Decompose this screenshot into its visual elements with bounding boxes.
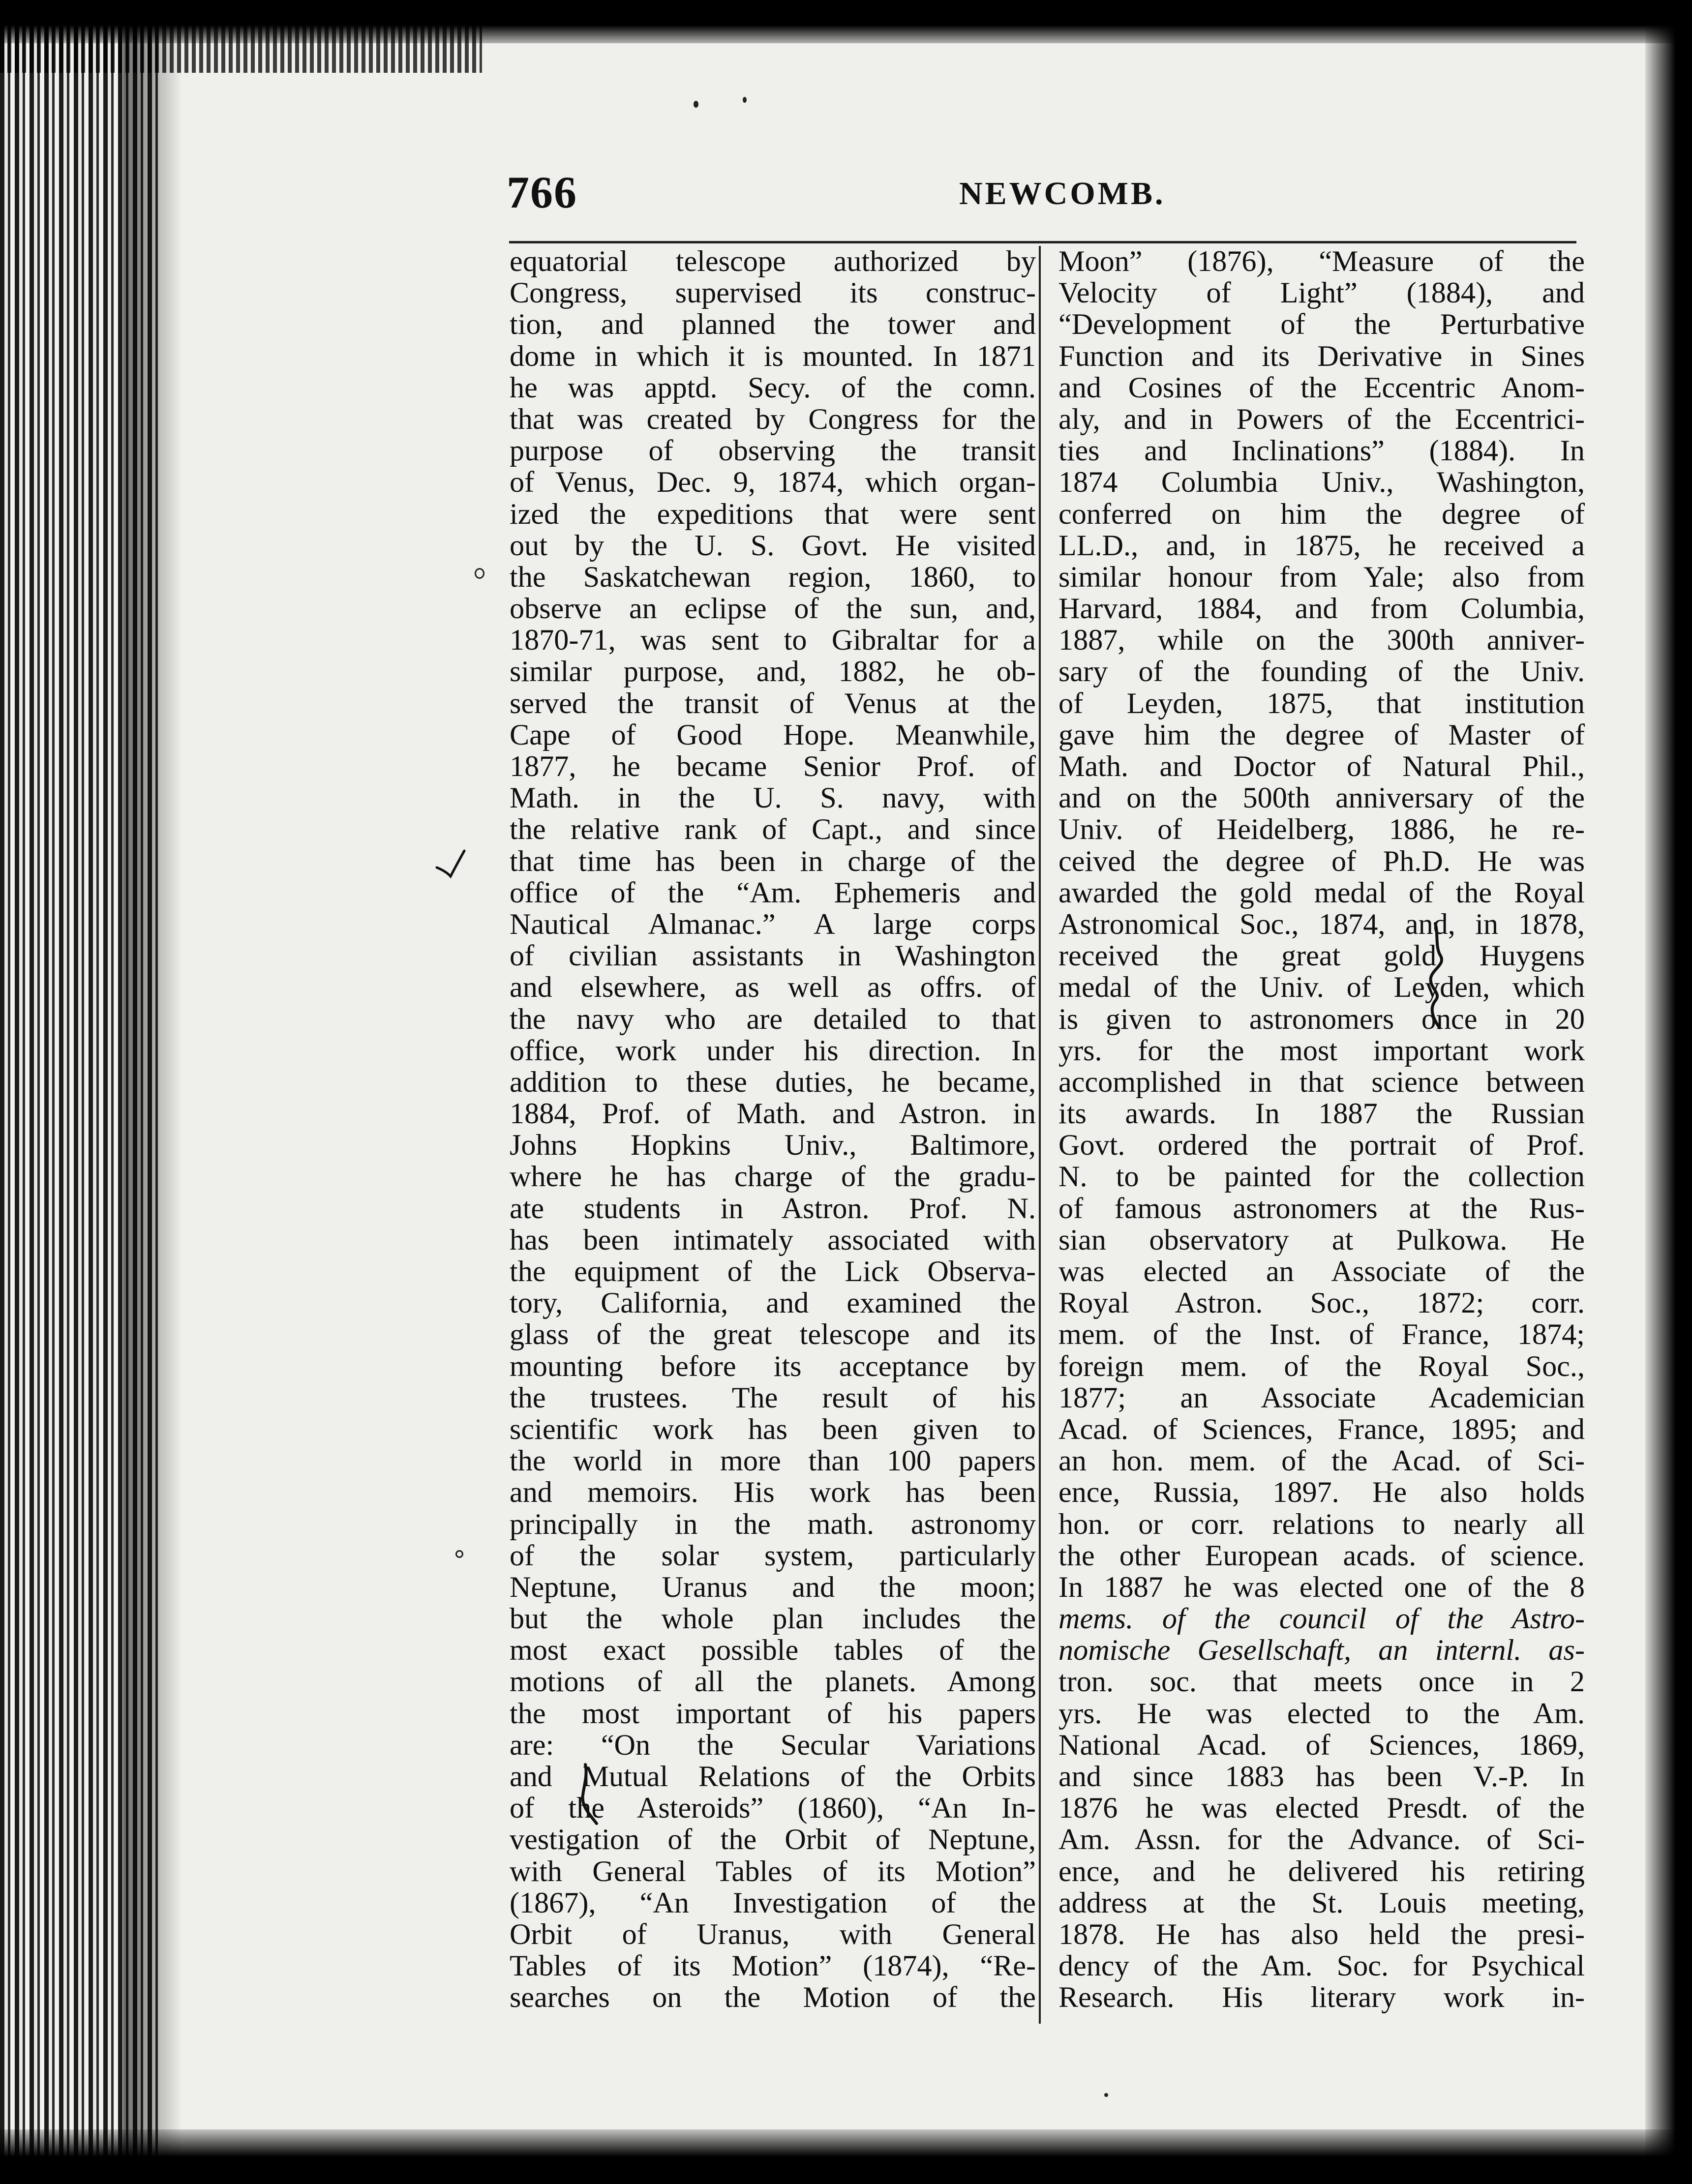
text-line: Acad. of Sciences, France, 1895; and (1058, 1412, 1585, 1446)
text-line: is given to astronomers once in 20 (1058, 1002, 1585, 1036)
text-line: accomplished in that science between (1058, 1065, 1585, 1099)
text-line: the other European acads. of science. (1058, 1539, 1585, 1572)
text-line: awarded the gold medal of the Royal (1058, 876, 1585, 909)
text-line: Astronomical Soc., 1874, and, in 1878, (1058, 907, 1585, 941)
text-line: dency of the Am. Soc. for Psychical (1058, 1949, 1585, 1983)
text-line: has been intimately associated with (510, 1223, 1036, 1257)
text-line: tron. soc. that meets once in 2 (1058, 1665, 1585, 1699)
text-line: are: “On the Secular Variations (510, 1728, 1036, 1762)
text-line: Orbit of Uranus, with General (510, 1917, 1036, 1951)
text-line: ized the expeditions that were sent (510, 497, 1036, 531)
text-line: 1887, while on the 300th anniver- (1058, 624, 1585, 657)
running-title: NEWCOMB. (959, 176, 1166, 211)
text-line: Math. in the U. S. navy, with (510, 781, 1036, 815)
top-scan-shadow (0, 0, 1692, 43)
text-line: N. to be painted for the collection (1058, 1160, 1585, 1194)
scan-speck (1104, 2093, 1108, 2097)
text-line: the navy who are detailed to that (510, 1002, 1036, 1036)
text-line: (1867), “An Investigation of the (510, 1886, 1036, 1919)
text-line: “Development of the Perturbative (1058, 308, 1585, 341)
text-line: Univ. of Heidelberg, 1886, he re- (1058, 813, 1585, 846)
text-line: 1877; an Associate Academician (1058, 1381, 1585, 1414)
text-line: mem. of the Inst. of France, 1874; (1058, 1318, 1585, 1351)
pen-annotation (433, 846, 467, 880)
text-line: of Venus, Dec. 9, 1874, which organ- (510, 466, 1036, 499)
text-line: Function and its Derivative in Sines (1058, 339, 1585, 373)
text-line: out by the U. S. Govt. He visited (510, 529, 1036, 562)
text-line: LL.D., and, in 1875, he received a (1058, 529, 1585, 562)
text-line: glass of the great telescope and its (510, 1318, 1036, 1351)
text-line: of the solar system, particularly (510, 1539, 1036, 1572)
text-line: National Acad. of Sciences, 1869, (1058, 1728, 1585, 1762)
text-line: similar purpose, and, 1882, he ob- (510, 655, 1036, 688)
text-line: nomische Gesellschaft, an internl. as- (1058, 1634, 1585, 1667)
scan-speck (455, 1550, 463, 1558)
text-line: with General Tables of its Motion” (510, 1855, 1036, 1888)
text-line: searches on the Motion of the (510, 1981, 1036, 2014)
column-divider (1039, 246, 1041, 2024)
text-line: that time has been in charge of the (510, 844, 1036, 878)
text-line: gave him the degree of Master of (1058, 718, 1585, 751)
text-line: most exact possible tables of the (510, 1634, 1036, 1667)
text-line: ceived the degree of Ph.D. He was (1058, 844, 1585, 878)
text-line: In 1887 he was elected one of the 8 (1058, 1570, 1585, 1604)
text-line: the relative rank of Capt., and since (510, 813, 1036, 846)
scan-speck (694, 101, 698, 108)
right-scan-shadow (1645, 0, 1692, 2184)
text-line: and since 1883 has been V.-P. In (1058, 1760, 1585, 1793)
text-line: Math. and Doctor of Natural Phil., (1058, 750, 1585, 783)
bottom-scan-shadow (0, 2129, 1692, 2184)
binding-fade (123, 0, 182, 2184)
text-line: purpose of observing the transit (510, 434, 1036, 468)
text-line: the equipment of the Lick Observa- (510, 1255, 1036, 1288)
text-line: the most important of his papers (510, 1697, 1036, 1730)
text-line: sary of the founding of the Univ. (1058, 655, 1585, 688)
text-line: Neptune, Uranus and the moon; (510, 1570, 1036, 1604)
text-line: and memoirs. His work has been (510, 1476, 1036, 1509)
text-line: vestigation of the Orbit of Neptune, (510, 1823, 1036, 1856)
text-line: Velocity of Light” (1884), and (1058, 276, 1585, 310)
left-column (510, 246, 1036, 2026)
text-line: address at the St. Louis meeting, (1058, 1886, 1585, 1919)
right-column (1058, 246, 1585, 2026)
text-line: motions of all the planets. Among (510, 1665, 1036, 1699)
text-line: and Mutual Relations of the Orbits (510, 1760, 1036, 1793)
text-line: the Saskatchewan region, 1860, to (510, 560, 1036, 594)
text-line: where he has charge of the gradu- (510, 1160, 1036, 1194)
text-line: sian observatory at Pulkowa. He (1058, 1223, 1585, 1257)
text-line: Harvard, 1884, and from Columbia, (1058, 592, 1585, 626)
text-line: ence, and he delivered his retiring (1058, 1855, 1585, 1888)
text-line: Royal Astron. Soc., 1872; corr. (1058, 1286, 1585, 1320)
text-line: 1876 he was elected Presdt. of the (1058, 1792, 1585, 1825)
text-line: office of the “Am. Ephemeris and (510, 876, 1036, 909)
pen-annotation (563, 1761, 607, 1829)
text-line: of civilian assistants in Washington (510, 939, 1036, 973)
text-line: yrs. He was elected to the Am. (1058, 1697, 1585, 1730)
text-line: addition to these duties, he became, (510, 1065, 1036, 1099)
text-line: scientific work has been given to (510, 1412, 1036, 1446)
text-line: Johns Hopkins Univ., Baltimore, (510, 1129, 1036, 1162)
text-line: he was apptd. Secy. of the comn. (510, 371, 1036, 404)
text-line: 1877, he became Senior Prof. of (510, 750, 1036, 783)
text-line: its awards. In 1887 the Russian (1058, 1097, 1585, 1131)
text-line: hon. or corr. relations to nearly all (1058, 1507, 1585, 1541)
scan-speck (743, 97, 747, 103)
text-line: tion, and planned the tower and (510, 308, 1036, 341)
text-line: and on the 500th anniversary of the (1058, 781, 1585, 815)
text-line: Research. His literary work in- (1058, 1981, 1585, 2014)
text-line: ties and Inclinations” (1884). In (1058, 434, 1585, 468)
text-line: and elsewhere, as well as offrs. of (510, 971, 1036, 1004)
text-line: the world in more than 100 papers (510, 1444, 1036, 1478)
text-line: tory, California, and examined the (510, 1286, 1036, 1320)
text-line: mounting before its acceptance by (510, 1349, 1036, 1383)
text-line: observe an eclipse of the sun, and, (510, 592, 1036, 626)
text-line: dome in which it is mounted. In 1871 (510, 339, 1036, 373)
text-line: foreign mem. of the Royal Soc., (1058, 1349, 1585, 1383)
text-line: Govt. ordered the portrait of Prof. (1058, 1129, 1585, 1162)
text-line: yrs. for the most important work (1058, 1034, 1585, 1067)
text-line: served the transit of Venus at the (510, 687, 1036, 720)
text-line: but the whole plan includes the (510, 1602, 1036, 1636)
text-line: similar honour from Yale; also from (1058, 560, 1585, 594)
text-line: an hon. mem. of the Acad. of Sci- (1058, 1444, 1585, 1478)
text-line: conferred on him the degree of (1058, 497, 1585, 531)
text-line: office, work under his direction. In (510, 1034, 1036, 1067)
text-line: was elected an Associate of the (1058, 1255, 1585, 1288)
text-line: of Leyden, 1875, that institution (1058, 687, 1585, 720)
pen-annotation (1397, 920, 1466, 1033)
text-line: medal of the Univ. of Leyden, which (1058, 971, 1585, 1004)
text-line: received the great gold Huygens (1058, 939, 1585, 973)
text-line: equatorial telescope authorized by (510, 245, 1036, 278)
text-line: Congress, supervised its construc- (510, 276, 1036, 310)
text-line: aly, and in Powers of the Eccentrici- (1058, 402, 1585, 436)
text-line: Am. Assn. for the Advance. of Sci- (1058, 1823, 1585, 1856)
text-line: of the Asteroids” (1860), “An In- (510, 1792, 1036, 1825)
text-line: mems. of the council of the Astro- (1058, 1602, 1585, 1636)
text-line: Moon” (1876), “Measure of the (1058, 245, 1585, 278)
text-line: and Cosines of the Eccentric Anom- (1058, 371, 1585, 404)
text-line: 1884, Prof. of Math. and Astron. in (510, 1097, 1036, 1131)
text-line: the trustees. The result of his (510, 1381, 1036, 1414)
text-line: ate students in Astron. Prof. N. (510, 1192, 1036, 1225)
text-line: Cape of Good Hope. Meanwhile, (510, 718, 1036, 751)
text-line: 1874 Columbia Univ., Washington, (1058, 466, 1585, 499)
page-header (507, 166, 1579, 215)
page-number: 766 (507, 167, 577, 217)
text-line: ence, Russia, 1897. He also holds (1058, 1476, 1585, 1509)
scan-speck (475, 568, 484, 579)
text-line: that was created by Congress for the (510, 402, 1036, 436)
text-line: principally in the math. astronomy (510, 1507, 1036, 1541)
header-rule (509, 241, 1576, 243)
text-line: Nautical Almanac.” A large corps (510, 907, 1036, 941)
text-line: 1870-71, was sent to Gibraltar for a (510, 624, 1036, 657)
text-line: 1878. He has also held the presi- (1058, 1917, 1585, 1951)
text-line: of famous astronomers at the Rus- (1058, 1192, 1585, 1225)
text-line: Tables of its Motion” (1874), “Re- (510, 1949, 1036, 1983)
